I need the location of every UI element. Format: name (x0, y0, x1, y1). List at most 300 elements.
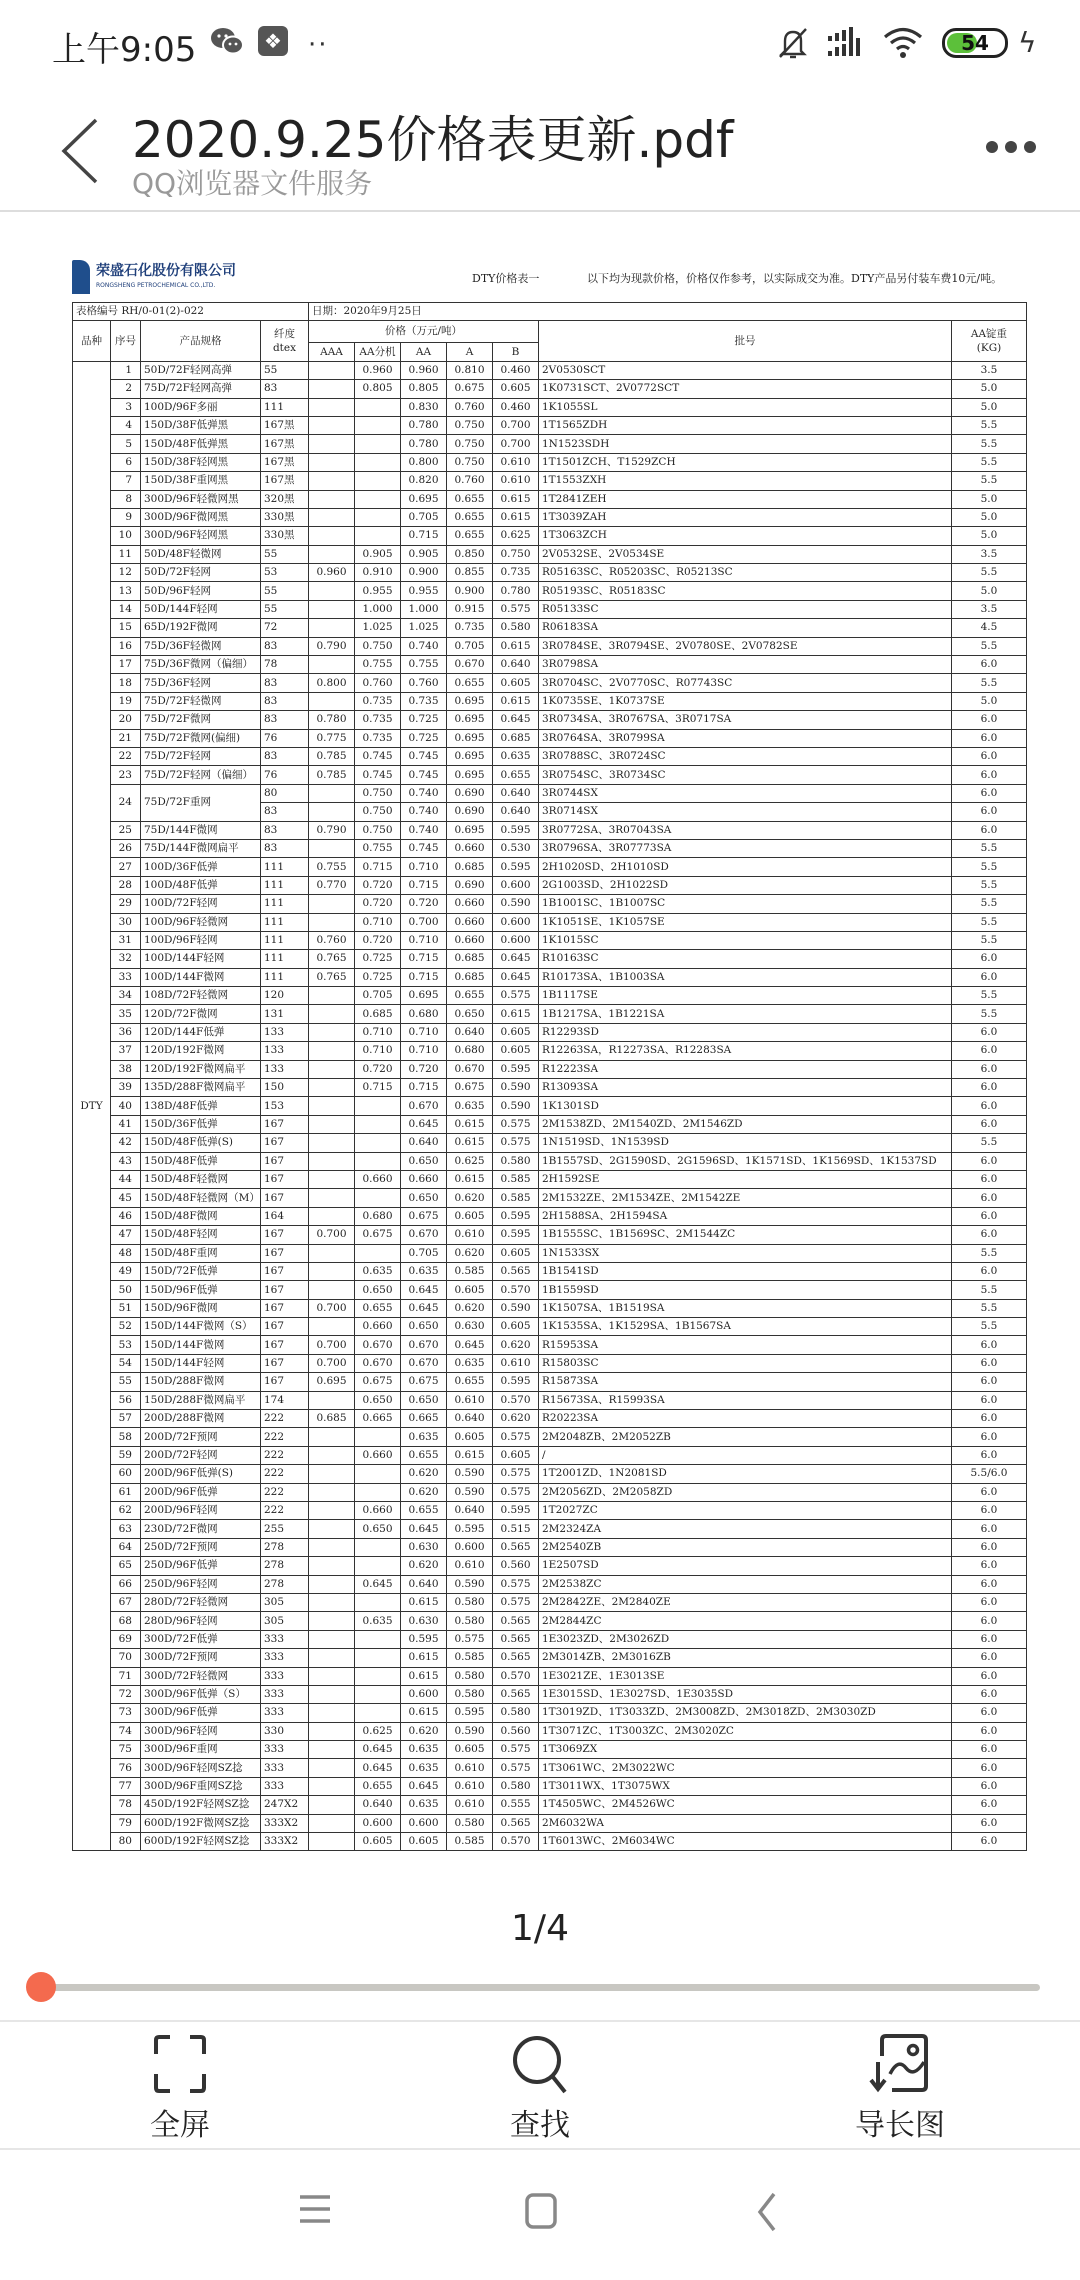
table-row (73, 416, 1027, 434)
price-b: 0.640 (493, 784, 539, 802)
table-row (73, 545, 1027, 563)
price-a: 0.660 (447, 931, 493, 949)
price-aa: 0.650 (401, 1318, 447, 1336)
row-no: 66 (111, 1575, 141, 1593)
product-spec: 150D/48F低弹(S) (141, 1134, 261, 1152)
batch-number: 1K1535SA、1K1529SA、1B1567SA (539, 1318, 952, 1336)
batch-number: 1K0735SE、1K0737SE (539, 692, 952, 710)
price-aa: 0.760 (401, 674, 447, 692)
table-row (73, 674, 1027, 692)
batch-number: 2M2048ZB、2M2052ZB (539, 1428, 952, 1446)
product-spec: 150D/48F轻网 (141, 1226, 261, 1244)
header-batch: 批号 (539, 321, 952, 361)
table-row (73, 876, 1027, 894)
price-aaa: 0.765 (309, 950, 355, 968)
price-aaa (309, 1207, 355, 1225)
batch-number: 1T6013WC、2M6034WC (539, 1833, 952, 1851)
aa-bobbin-weight: 6.0 (951, 1115, 1026, 1133)
row-no: 47 (111, 1226, 141, 1244)
price-table (72, 302, 1027, 1851)
table-row (73, 527, 1027, 545)
document-title: 2020.9.25价格表更新.pdf (132, 111, 734, 169)
price-aa: 0.725 (401, 729, 447, 747)
header-a: A (447, 343, 493, 361)
row-no: 5 (111, 435, 141, 453)
price-aaa: 0.775 (309, 729, 355, 747)
price-aaa (309, 1796, 355, 1814)
aa-bobbin-weight: 6.0 (951, 1704, 1026, 1722)
price-aa-split: 0.960 (355, 361, 401, 379)
price-aa: 0.680 (401, 1005, 447, 1023)
dtex: 111 (261, 398, 309, 416)
price-aaa (309, 380, 355, 398)
row-no: 43 (111, 1152, 141, 1170)
price-a: 0.610 (447, 1777, 493, 1795)
batch-number: 3R0764SA、3R0799SA (539, 729, 952, 747)
table-row (73, 1152, 1027, 1170)
row-no: 31 (111, 931, 141, 949)
form-number: 表格编号 RH/0-01(2)-022 (73, 303, 309, 321)
price-aaa (309, 435, 355, 453)
price-aa: 0.645 (401, 1115, 447, 1133)
product-spec: 450D/192F轻网SZ捻 (141, 1796, 261, 1814)
aa-bobbin-weight: 6.0 (951, 1833, 1026, 1851)
price-aa: 0.645 (401, 1520, 447, 1538)
aa-bobbin-weight: 6.0 (951, 1538, 1026, 1556)
aa-bobbin-weight: 4.5 (951, 619, 1026, 637)
aa-bobbin-weight: 5.5 (951, 472, 1026, 490)
price-aa-split (355, 490, 401, 508)
dtex: 167黑 (261, 435, 309, 453)
price-b: 0.595 (493, 1060, 539, 1078)
batch-number: 3R0798SA (539, 656, 952, 674)
price-a: 0.735 (447, 619, 493, 637)
table-row (73, 472, 1027, 490)
aa-bobbin-weight: 5.5 (951, 931, 1026, 949)
row-no: 30 (111, 913, 141, 931)
price-a: 0.760 (447, 398, 493, 416)
price-aa-split: 0.735 (355, 729, 401, 747)
price-aa: 0.755 (401, 656, 447, 674)
batch-number: 1B1557SD、2G1590SD、2G1596SD、1K1571SD、1K1569SD、1K1537SD (539, 1152, 952, 1170)
batch-number: 1K0731SCT、2V0772SCT (539, 380, 952, 398)
export-long-image-button[interactable] (820, 2034, 980, 2144)
table-row (73, 1060, 1027, 1078)
product-spec: 50D/48F轻微网 (141, 545, 261, 563)
header-no: 序号 (111, 321, 141, 361)
price-b: 0.610 (493, 1354, 539, 1372)
price-aaa: 0.960 (309, 564, 355, 582)
price-aaa (309, 545, 355, 563)
dtex: 222 (261, 1446, 309, 1464)
product-spec: 150D/72F低弹 (141, 1262, 261, 1280)
price-aaa (309, 656, 355, 674)
table-row (73, 1299, 1027, 1317)
table-row (73, 1281, 1027, 1299)
table-row (73, 582, 1027, 600)
battery-icon (942, 28, 1008, 58)
price-aaa (309, 1391, 355, 1409)
row-no: 24 (111, 784, 141, 821)
aa-bobbin-weight: 6.0 (951, 1557, 1026, 1575)
aa-bobbin-weight: 6.0 (951, 1354, 1026, 1372)
dtex: 83 (261, 711, 309, 729)
batch-number: R15673SA、R15993SA (539, 1391, 952, 1409)
price-aa: 0.615 (401, 1593, 447, 1611)
price-a: 0.680 (447, 1042, 493, 1060)
price-aa: 0.725 (401, 711, 447, 729)
aa-bobbin-weight: 6.0 (951, 821, 1026, 839)
aa-bobbin-weight: 6.0 (951, 1667, 1026, 1685)
slider-thumb[interactable] (26, 1972, 56, 2002)
price-aaa: 0.755 (309, 858, 355, 876)
product-spec: 120D/72F微网 (141, 1005, 261, 1023)
price-aaa: 0.700 (309, 1299, 355, 1317)
price-aa: 0.650 (401, 1152, 447, 1170)
dtex: 133 (261, 1023, 309, 1041)
price-aa: 0.830 (401, 398, 447, 416)
aa-bobbin-weight: 6.0 (951, 747, 1026, 765)
price-b: 0.565 (493, 1538, 539, 1556)
product-spec: 150D/48F微网 (141, 1207, 261, 1225)
dtex: 83 (261, 380, 309, 398)
price-aa: 0.900 (401, 564, 447, 582)
price-b: 0.575 (493, 1575, 539, 1593)
dtex: 167 (261, 1152, 309, 1170)
price-a: 0.615 (447, 1115, 493, 1133)
table-row (73, 1557, 1027, 1575)
wifi-icon (882, 26, 924, 60)
header-b: B (493, 343, 539, 361)
price-b: 0.565 (493, 1685, 539, 1703)
price-aaa: 0.790 (309, 821, 355, 839)
price-aa: 0.645 (401, 1281, 447, 1299)
price-aa-split: 0.680 (355, 1207, 401, 1225)
price-a: 0.620 (447, 1244, 493, 1262)
price-b: 0.600 (493, 876, 539, 894)
page-slider[interactable] (26, 1972, 1040, 2002)
price-aaa (309, 1520, 355, 1538)
table-row (73, 1649, 1027, 1667)
row-no: 71 (111, 1667, 141, 1685)
table-row (73, 1483, 1027, 1501)
row-no: 44 (111, 1170, 141, 1188)
row-no: 74 (111, 1722, 141, 1740)
table-row (73, 508, 1027, 526)
dtex: 167 (261, 1170, 309, 1188)
table-row (73, 1502, 1027, 1520)
price-aaa (309, 1446, 355, 1464)
table-meta-row (73, 303, 1027, 321)
price-a: 0.580 (447, 1612, 493, 1630)
aa-bobbin-weight: 5.5 (951, 435, 1026, 453)
price-aa: 0.705 (401, 508, 447, 526)
table-row (73, 1318, 1027, 1336)
table-row (73, 821, 1027, 839)
row-no: 58 (111, 1428, 141, 1446)
product-spec: 150D/48F轻微网（M） (141, 1189, 261, 1207)
table-row (73, 1685, 1027, 1703)
aa-bobbin-weight: 5.0 (951, 398, 1026, 416)
aa-bobbin-weight: 6.0 (951, 1097, 1026, 1115)
price-aa-split: 0.745 (355, 747, 401, 765)
price-aaa (309, 1244, 355, 1262)
price-aaa: 0.780 (309, 711, 355, 729)
aa-bobbin-weight: 6.0 (951, 1189, 1026, 1207)
product-spec: 75D/72F轻网 (141, 747, 261, 765)
pdf-viewport[interactable] (0, 214, 1080, 1874)
price-b: 0.575 (493, 1134, 539, 1152)
price-aa: 0.650 (401, 1391, 447, 1409)
price-b: 0.530 (493, 839, 539, 857)
aa-bobbin-weight: 6.0 (951, 1023, 1026, 1041)
table-row (73, 656, 1027, 674)
price-aaa (309, 1630, 355, 1648)
price-a: 0.640 (447, 1410, 493, 1428)
price-aa-split: 0.725 (355, 950, 401, 968)
price-b: 0.605 (493, 1042, 539, 1060)
price-aaa (309, 453, 355, 471)
row-no: 2 (111, 380, 141, 398)
price-aa-split: 0.750 (355, 803, 401, 821)
batch-number: 1B1541SD (539, 1262, 952, 1280)
price-aa: 0.600 (401, 1685, 447, 1703)
price-aaa (309, 1741, 355, 1759)
dtex: 167黑 (261, 472, 309, 490)
product-spec: 100D/72F轻网 (141, 895, 261, 913)
table-row (73, 1410, 1027, 1428)
dtex: 305 (261, 1612, 309, 1630)
row-no: 57 (111, 1410, 141, 1428)
price-aaa (309, 1134, 355, 1152)
export-image-icon (868, 2034, 932, 2094)
fullscreen-button[interactable] (100, 2034, 260, 2144)
row-no: 19 (111, 692, 141, 710)
price-a: 0.695 (447, 729, 493, 747)
dtex: 164 (261, 1207, 309, 1225)
back-icon[interactable] (756, 2192, 778, 2232)
row-no: 62 (111, 1502, 141, 1520)
product-spec: 150D/48F低弹黑 (141, 435, 261, 453)
more-options-button[interactable] (986, 138, 1046, 158)
dtex: 167 (261, 1134, 309, 1152)
product-spec: 150D/144F轻网 (141, 1354, 261, 1372)
back-button[interactable] (56, 116, 106, 186)
price-b: 0.700 (493, 435, 539, 453)
row-no: 28 (111, 876, 141, 894)
price-b: 0.620 (493, 1336, 539, 1354)
product-spec: 100D/96F多丽 (141, 398, 261, 416)
price-a: 0.590 (447, 1722, 493, 1740)
row-no: 29 (111, 895, 141, 913)
batch-number: R12293SD (539, 1023, 952, 1041)
dtex: 83 (261, 674, 309, 692)
price-b: 0.620 (493, 1410, 539, 1428)
company-name-en: RONGSHENG PETROCHEMICAL CO.,LTD. (96, 282, 216, 289)
dtex: 167 (261, 1244, 309, 1262)
aa-bobbin-weight: 6.0 (951, 1262, 1026, 1280)
price-aa-split: 0.625 (355, 1722, 401, 1740)
batch-number: 2H1592SE (539, 1170, 952, 1188)
slider-track[interactable] (40, 1984, 1040, 1991)
price-b: 0.565 (493, 1814, 539, 1832)
row-no: 72 (111, 1685, 141, 1703)
price-aa: 0.635 (401, 1262, 447, 1280)
price-a: 0.605 (447, 1428, 493, 1446)
price-aaa (309, 913, 355, 931)
row-no: 54 (111, 1354, 141, 1372)
product-spec: 150D/48F轻微网 (141, 1170, 261, 1188)
price-aa-split (355, 1134, 401, 1152)
batch-number: 1T4505WC、2M4526WC (539, 1796, 952, 1814)
table-row (73, 1428, 1027, 1446)
price-b: 0.735 (493, 564, 539, 582)
aa-bobbin-weight: 5.0 (951, 380, 1026, 398)
price-aaa (309, 1612, 355, 1630)
price-aa: 0.745 (401, 839, 447, 857)
price-aaa (309, 1189, 355, 1207)
row-no: 8 (111, 490, 141, 508)
table-row (73, 711, 1027, 729)
price-aa: 0.695 (401, 987, 447, 1005)
price-b: 0.515 (493, 1520, 539, 1538)
table-row (73, 692, 1027, 710)
price-aa-split: 0.720 (355, 876, 401, 894)
product-spec: 150D/38F轻网黑 (141, 453, 261, 471)
aa-bobbin-weight: 6.0 (951, 1446, 1026, 1464)
price-b: 0.595 (493, 1502, 539, 1520)
product-spec: 150D/288F微网 (141, 1373, 261, 1391)
table-row (73, 380, 1027, 398)
product-spec: 300D/96F低弹（S） (141, 1685, 261, 1703)
price-aa-split (355, 1465, 401, 1483)
table-row (73, 1538, 1027, 1556)
price-aa-split: 0.660 (355, 1170, 401, 1188)
price-aaa (309, 1777, 355, 1795)
price-a: 0.655 (447, 527, 493, 545)
price-aa: 0.740 (401, 637, 447, 655)
price-a: 0.900 (447, 582, 493, 600)
aa-bobbin-weight: 5.5 (951, 1134, 1026, 1152)
aa-bobbin-weight: 5.0 (951, 527, 1026, 545)
price-aa-split: 1.000 (355, 600, 401, 618)
aa-bobbin-weight: 6.0 (951, 1649, 1026, 1667)
price-aaa (309, 1667, 355, 1685)
table-row (73, 1833, 1027, 1851)
row-no: 23 (111, 766, 141, 784)
product-spec: 300D/96F轻网 (141, 1722, 261, 1740)
price-aaa (309, 1465, 355, 1483)
batch-number: R15803SC (539, 1354, 952, 1372)
find-button[interactable] (460, 2034, 620, 2144)
price-aa: 0.740 (401, 784, 447, 802)
menu-icon[interactable] (298, 2192, 332, 2226)
product-spec: 300D/96F重网 (141, 1741, 261, 1759)
price-a: 0.690 (447, 784, 493, 802)
price-b: 0.595 (493, 1373, 539, 1391)
aa-bobbin-weight: 6.0 (951, 1796, 1026, 1814)
price-a: 0.655 (447, 490, 493, 508)
dtex: 222 (261, 1428, 309, 1446)
price-aaa (309, 582, 355, 600)
price-b: 0.615 (493, 1005, 539, 1023)
price-aa-split: 0.665 (355, 1410, 401, 1428)
price-aa: 0.715 (401, 1079, 447, 1097)
product-spec: 230D/72F微网 (141, 1520, 261, 1538)
aa-bobbin-weight: 6.0 (951, 1226, 1026, 1244)
table-row (73, 1777, 1027, 1795)
dtex: 333 (261, 1759, 309, 1777)
price-b: 0.610 (493, 453, 539, 471)
table-row (73, 858, 1027, 876)
batch-number: 1K1055SL (539, 398, 952, 416)
dtex: 111 (261, 913, 309, 931)
batch-number: 3R0714SX (539, 803, 952, 821)
price-aa-split: 0.755 (355, 839, 401, 857)
price-aa-split: 0.760 (355, 674, 401, 692)
product-spec: 108D/72F轻微网 (141, 987, 261, 1005)
price-a: 0.575 (447, 1630, 493, 1648)
price-aa: 0.710 (401, 1023, 447, 1041)
batch-number: 1T3019ZD、1T3033ZD、2M3008ZD、2M3018ZD、2M3030ZD (539, 1704, 952, 1722)
price-aa: 0.960 (401, 361, 447, 379)
row-no: 37 (111, 1042, 141, 1060)
dtex: 167黑 (261, 416, 309, 434)
wechat-icon (210, 26, 244, 56)
aa-bobbin-weight: 5.5 (951, 637, 1026, 655)
heart-icon: ❖ (258, 26, 288, 56)
find-label: 查找 (510, 2108, 570, 2143)
price-aa-split: 0.710 (355, 1042, 401, 1060)
product-spec: 150D/144F微网（S） (141, 1318, 261, 1336)
price-aaa (309, 1097, 355, 1115)
row-no: 9 (111, 508, 141, 526)
price-aaa (309, 490, 355, 508)
price-aa: 0.715 (401, 876, 447, 894)
batch-number: R20223SA (539, 1410, 952, 1428)
price-aaa: 0.770 (309, 876, 355, 894)
table-row (73, 1759, 1027, 1777)
price-b: 0.605 (493, 674, 539, 692)
price-b: 0.625 (493, 527, 539, 545)
price-aa: 0.605 (401, 1833, 447, 1851)
row-no: 61 (111, 1483, 141, 1501)
price-a: 0.640 (447, 1502, 493, 1520)
price-a: 0.645 (447, 1336, 493, 1354)
row-no: 15 (111, 619, 141, 637)
price-aa-split (355, 527, 401, 545)
batch-number: 2M2842ZE、2M2840ZE (539, 1593, 952, 1611)
home-icon[interactable] (524, 2192, 558, 2230)
aa-bobbin-weight: 5.0 (951, 508, 1026, 526)
status-bar (0, 0, 1080, 90)
product-spec: 250D/96F轻网 (141, 1575, 261, 1593)
product-spec: 200D/96F轻网 (141, 1502, 261, 1520)
table-row (73, 1262, 1027, 1280)
batch-number: 1E3021ZE、1E3013SE (539, 1667, 952, 1685)
price-aa: 0.630 (401, 1538, 447, 1556)
batch-number: 1E3023ZD、2M3026ZD (539, 1630, 952, 1648)
batch-number: 2M2324ZA (539, 1520, 952, 1538)
row-no: 73 (111, 1704, 141, 1722)
battery-percent: 54 (961, 31, 989, 55)
price-b: 0.615 (493, 637, 539, 655)
aa-bobbin-weight: 6.0 (951, 1042, 1026, 1060)
batch-number: / (539, 1446, 952, 1464)
price-aa-split (355, 416, 401, 434)
aa-bobbin-weight: 6.0 (951, 1060, 1026, 1078)
aa-bobbin-weight: 6.0 (951, 1575, 1026, 1593)
